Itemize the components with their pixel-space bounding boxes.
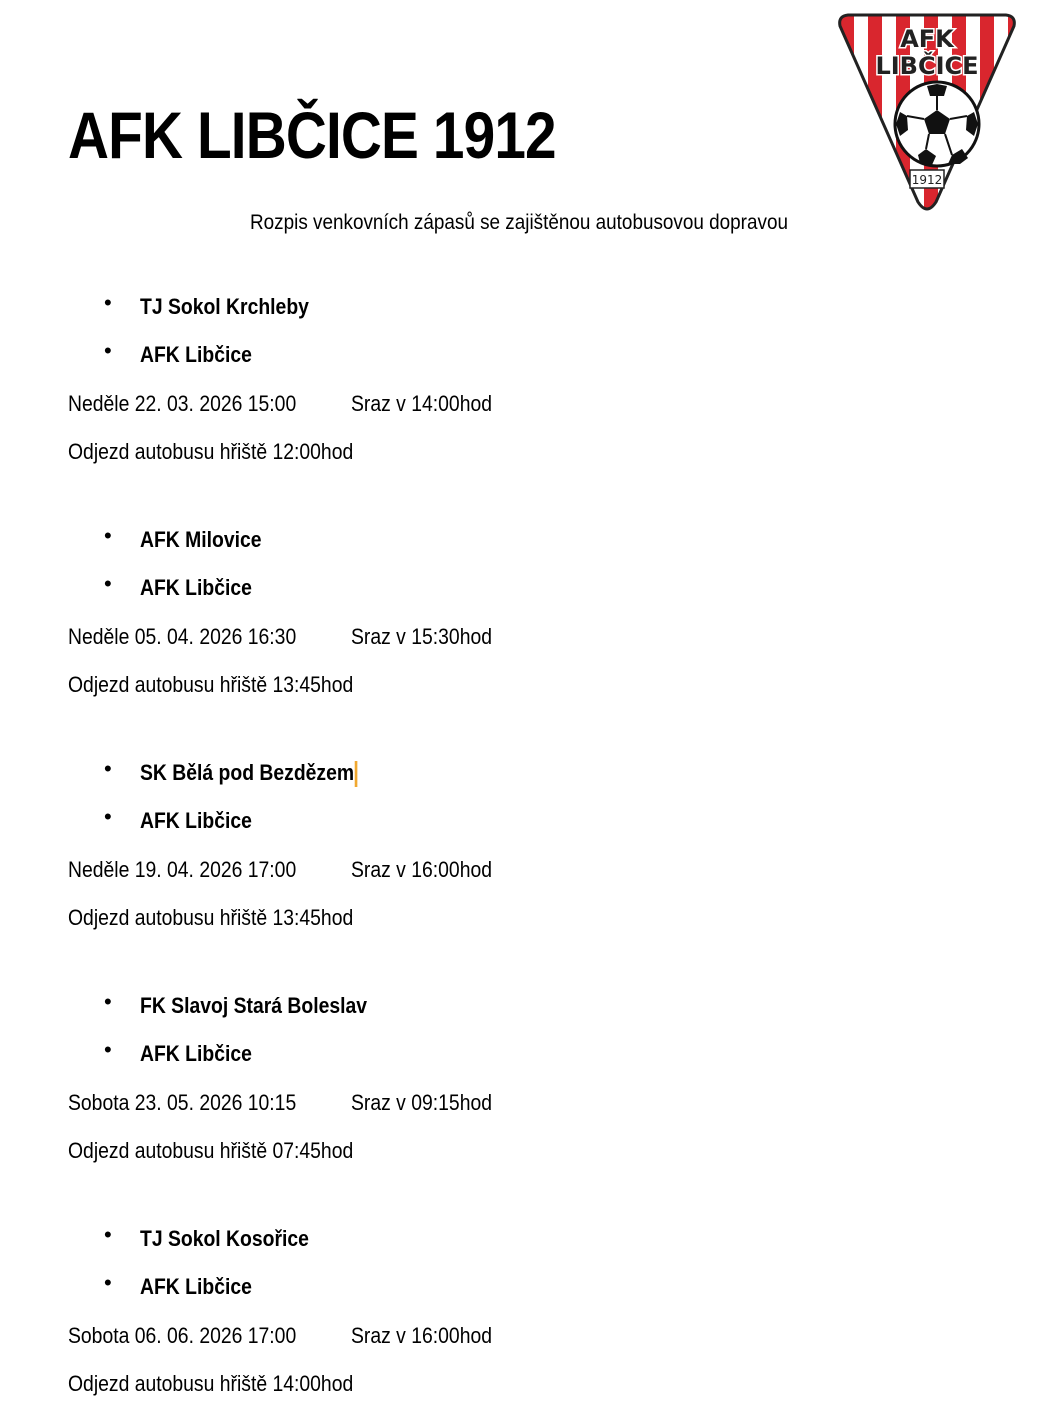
match-date: Neděle 19. 04. 2026 17:00 xyxy=(68,857,297,882)
home-team[interactable] xyxy=(140,758,358,788)
bullet: • xyxy=(104,523,112,548)
away-team: AFK Libčice xyxy=(140,342,252,367)
club-logo xyxy=(834,12,1020,212)
home-team: TJ Sokol Kosořice xyxy=(140,1226,309,1251)
logo-text-libcice: LIBČICE xyxy=(875,52,979,80)
meet-time: Sraz v 16:00hod xyxy=(351,1323,493,1348)
meet-time: Sraz v 14:00hod xyxy=(351,391,493,416)
bus-departure: Odjezd autobusu hřiště 14:00hod xyxy=(68,1371,354,1396)
bullet: • xyxy=(104,290,112,315)
match-entry xyxy=(0,292,1038,492)
match-date: Neděle 05. 04. 2026 16:30 xyxy=(68,624,297,649)
match-entry xyxy=(0,1224,1038,1424)
bullet: • xyxy=(104,571,112,596)
text-cursor xyxy=(355,761,358,787)
home-team-text: SK Bělá pod Bezdězem xyxy=(140,760,355,785)
match-date: Sobota 23. 05. 2026 10:15 xyxy=(68,1090,297,1115)
bullet: • xyxy=(104,1270,112,1295)
match-entry xyxy=(0,758,1038,958)
home-team: TJ Sokol Krchleby xyxy=(140,294,309,319)
logo-year: 1912 xyxy=(911,173,943,187)
away-team: AFK Libčice xyxy=(140,1274,252,1299)
meet-time: Sraz v 15:30hod xyxy=(351,624,493,649)
match-entry xyxy=(0,525,1038,725)
bus-departure: Odjezd autobusu hřiště 12:00hod xyxy=(68,439,354,464)
bullet: • xyxy=(104,1222,112,1247)
away-team: AFK Libčice xyxy=(140,808,252,833)
meet-time: Sraz v 16:00hod xyxy=(351,857,493,882)
soccer-ball-icon xyxy=(895,82,979,166)
bus-departure: Odjezd autobusu hřiště 07:45hod xyxy=(68,1138,354,1163)
bus-departure: Odjezd autobusu hřiště 13:45hod xyxy=(68,672,354,697)
match-entry xyxy=(0,991,1038,1191)
page-title: AFK LIBČICE 1912 xyxy=(68,98,556,172)
home-team: FK Slavoj Stará Boleslav xyxy=(140,993,368,1018)
home-team: AFK Milovice xyxy=(140,527,262,552)
bus-departure: Odjezd autobusu hřiště 13:45hod xyxy=(68,905,354,930)
bullet: • xyxy=(104,804,112,829)
bullet: • xyxy=(104,1037,112,1062)
bullet: • xyxy=(104,756,112,781)
bullet: • xyxy=(104,989,112,1014)
away-team: AFK Libčice xyxy=(140,575,252,600)
away-team: AFK Libčice xyxy=(140,1041,252,1066)
meet-time: Sraz v 09:15hod xyxy=(351,1090,493,1115)
page-subtitle: Rozpis venkovních zápasů se zajištěnou autobusovou dopravou xyxy=(250,211,788,234)
match-date: Sobota 06. 06. 2026 17:00 xyxy=(68,1323,297,1348)
bullet: • xyxy=(104,338,112,363)
logo-text-afk: AFK xyxy=(900,25,954,53)
match-date: Neděle 22. 03. 2026 15:00 xyxy=(68,391,297,416)
